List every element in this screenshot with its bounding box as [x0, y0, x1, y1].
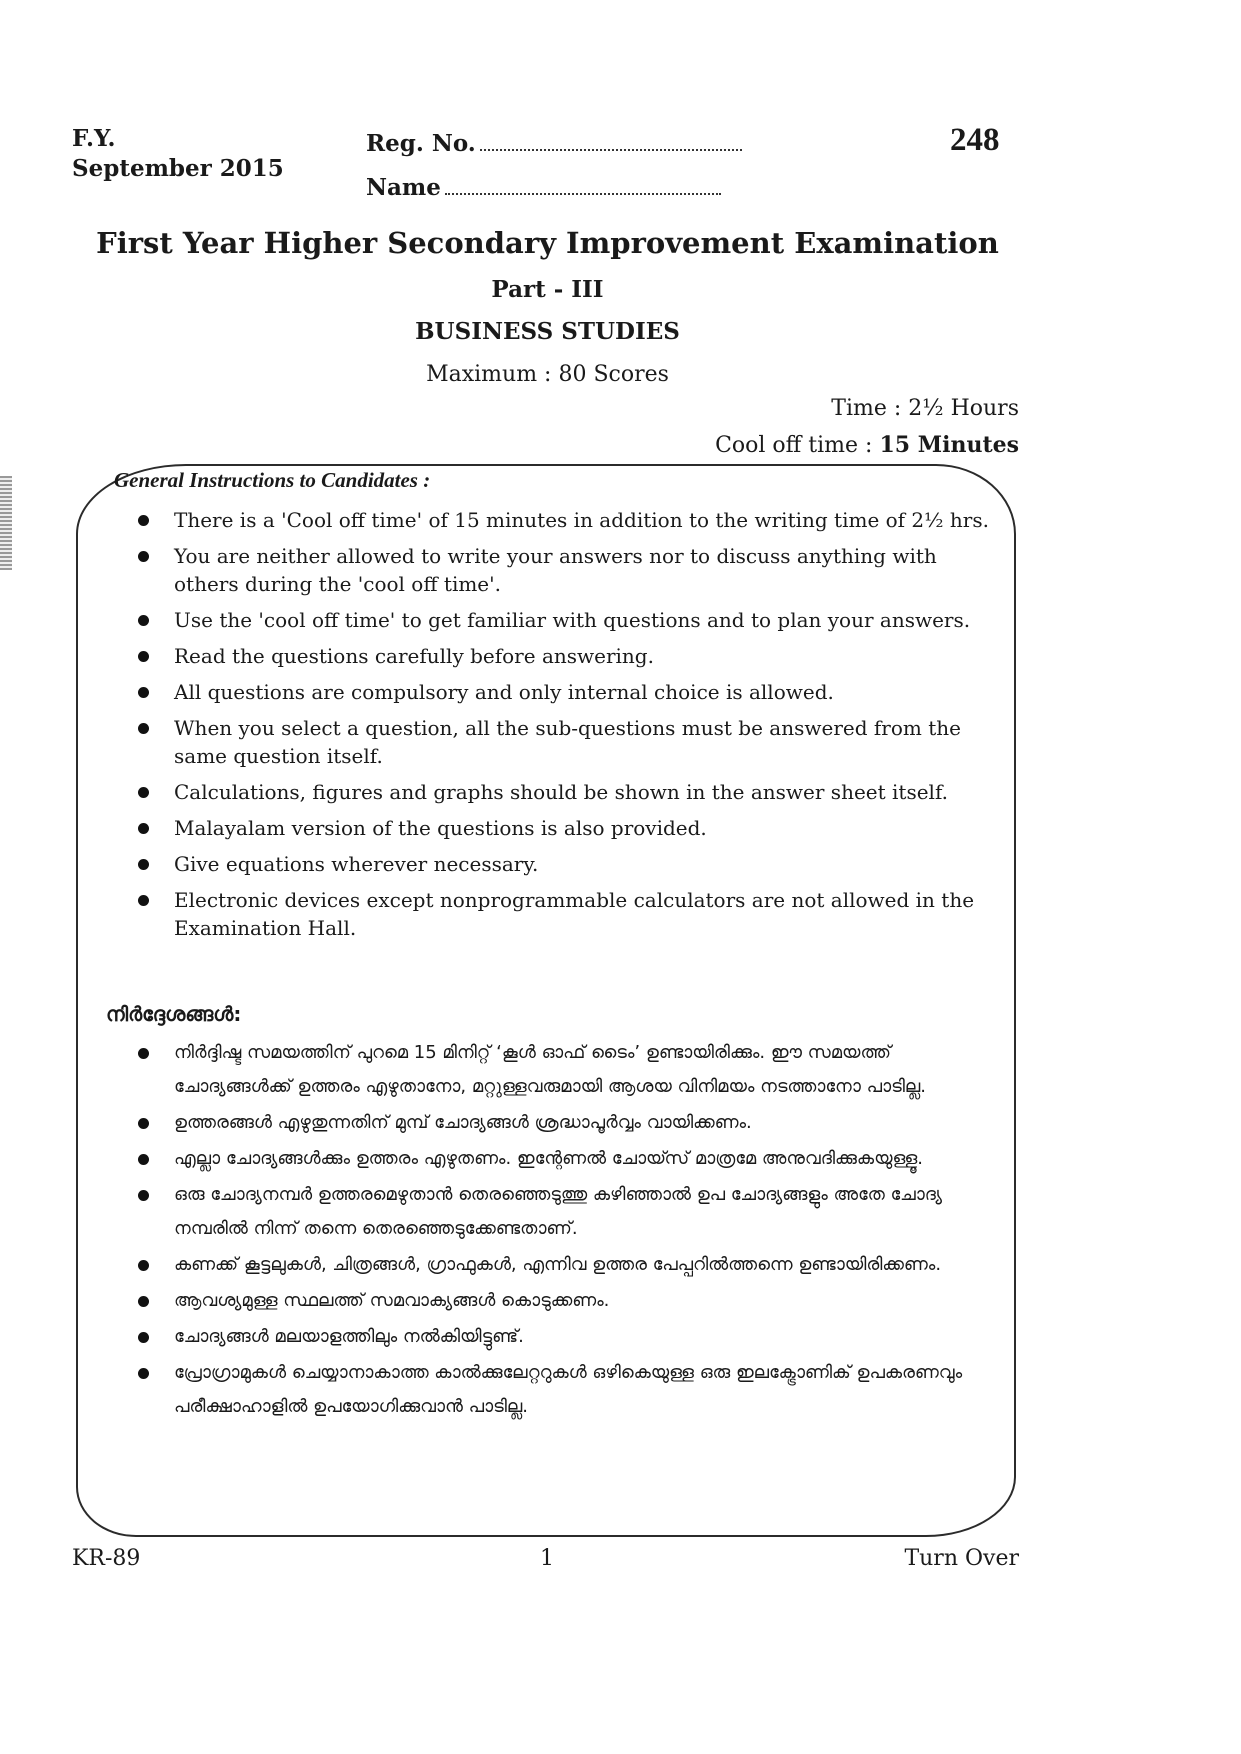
instruction-text: ചോദ്യങ്ങൾ മലയാളത്തിലും നൽകിയിട്ടുണ്ട്. — [174, 1326, 524, 1347]
list-item — [132, 714, 992, 770]
paper-code: 248 — [950, 122, 1000, 158]
instruction-text: When you select a question, all the sub-questions must be answered from the same question itself. — [174, 716, 961, 768]
list-item — [132, 606, 992, 634]
bullet-icon — [138, 823, 149, 834]
instruction-text: Use the 'cool off time' to get familiar with questions and to plan your answers. — [174, 608, 971, 632]
bullet-icon — [138, 1048, 149, 1059]
english-instructions-list — [132, 506, 992, 950]
instruction-text: പ്രോഗ്രാമുകൾ ചെയ്യാനാകാത്ത കാൽക്കുലേറ്ററുകൾ ഒഴികെയുള്ള ഒരു ഇലക്ട്രോണിക് ഉപകരണവും പരീക്ഷാഹാളിൽ ഉപയോഗിക്കുവാൻ പാടില്ല. — [174, 1362, 963, 1417]
bullet-icon — [138, 651, 149, 662]
instruction-text: ഒരു ചോദ്യനമ്പർ ഉത്തരമെഴുതാൻ തെരഞ്ഞെടുത്തു കഴിഞ്ഞാൽ ഉപ ചോദ്യങ്ങളും അതേ ചോദ്യ നമ്പരിൽ നിന്ന് തന്നെ തെരഞ്ഞെടുക്കേണ്ടതാണ്. — [174, 1184, 942, 1239]
exam-time: Time : 2½ Hours — [831, 396, 1019, 421]
bullet-icon — [138, 551, 149, 562]
bullet-icon — [138, 787, 149, 798]
cool-off-value: 15 Minutes — [879, 432, 1019, 458]
name-dotted-line — [445, 175, 721, 195]
reg-no-dotted-line — [480, 131, 742, 151]
bullet-icon — [138, 1190, 149, 1201]
turn-over-label: Turn Over — [904, 1546, 1019, 1571]
bullet-icon — [138, 895, 149, 906]
bullet-icon — [138, 1154, 149, 1165]
instruction-text: All questions are compulsory and only internal choice is allowed. — [174, 680, 834, 704]
list-item — [132, 1356, 992, 1424]
instruction-text: There is a 'Cool off time' of 15 minutes in addition to the writing time of 2½ hrs. — [174, 508, 989, 532]
exam-part: Part - III — [491, 276, 604, 303]
bullet-icon — [138, 515, 149, 526]
list-item — [132, 642, 992, 670]
bullet-icon — [138, 615, 149, 626]
footer-code: KR-89 — [72, 1546, 141, 1571]
bullet-icon — [138, 687, 149, 698]
cool-off-time — [715, 432, 1019, 458]
cool-off-label: Cool off time : — [715, 433, 880, 458]
reg-no-field[interactable] — [366, 122, 742, 166]
bullet-icon — [138, 859, 149, 870]
session-label: September 2015 — [72, 155, 284, 182]
max-scores: Maximum : 80 Scores — [426, 362, 669, 387]
list-item — [132, 1036, 992, 1104]
instruction-text: You are neither allowed to write your answers nor to discuss anything with others during the 'cool off time'. — [174, 544, 937, 596]
exam-subject: BUSINESS STUDIES — [415, 318, 680, 345]
instruction-text: Calculations, figures and graphs should be shown in the answer sheet itself. — [174, 780, 948, 804]
malayalam-instructions-list — [132, 1036, 992, 1426]
bullet-icon — [138, 1260, 149, 1271]
list-item — [132, 778, 992, 806]
list-item — [132, 814, 992, 842]
scan-artifact — [0, 476, 12, 570]
candidate-fields — [366, 122, 742, 210]
instruction-text: Read the questions carefully before answering. — [174, 644, 654, 668]
list-item — [132, 886, 992, 942]
instruction-text: Give equations wherever necessary. — [174, 852, 539, 876]
bullet-icon — [138, 1296, 149, 1307]
reg-no-label: Reg. No. — [366, 130, 476, 157]
bullet-icon — [138, 1118, 149, 1129]
instruction-text: എല്ലാ ചോദ്യങ്ങൾക്കും ഉത്തരം എഴുതണം. ഇന്റേണൽ ചോയ്സ് മാത്രമേ അനുവദിക്കുകയുള്ളൂ. — [174, 1148, 924, 1169]
list-item — [132, 850, 992, 878]
list-item — [132, 1106, 992, 1140]
instruction-text: ഉത്തരങ്ങൾ എഴുതുന്നതിന് മുമ്പ് ചോദ്യങ്ങൾ ശ്രദ്ധാപൂർവ്വം വായിക്കണം. — [174, 1112, 752, 1133]
bullet-icon — [138, 723, 149, 734]
list-item — [132, 506, 992, 534]
instruction-text: Electronic devices except nonprogrammable calculators are not allowed in the Examination Hall. — [174, 888, 975, 940]
name-field[interactable] — [366, 166, 742, 210]
list-item — [132, 1248, 992, 1282]
exam-title: First Year Higher Secondary Improvement Examination — [96, 226, 999, 260]
instruction-text: നിർദ്ദിഷ്ട സമയത്തിന് പുറമെ 15 മിനിറ്റ് ‘കൂൾ ഓഫ് ടൈം’ ഉണ്ടായിരിക്കും. ഈ സമയത്ത് ചോദ്യങ്ങൾക്ക് ഉത്തരം എഴുതാനോ, മറ്റുള്ളവരുമായി ആശയ വിനിമയം നടത്താനോ പാടില്ല. — [174, 1042, 926, 1097]
instruction-text: ആവശ്യമുള്ള സ്ഥലത്ത് സമവാക്യങ്ങൾ കൊടുക്കണം. — [174, 1290, 610, 1311]
list-item — [132, 1142, 992, 1176]
bullet-icon — [138, 1332, 149, 1343]
stream-label: F.Y. — [72, 125, 116, 152]
list-item — [132, 1284, 992, 1318]
list-item — [132, 1178, 992, 1246]
list-item — [132, 542, 992, 598]
instructions-heading: General Instructions to Candidates : — [114, 468, 431, 492]
header-stream-session — [72, 124, 284, 184]
list-item — [132, 1320, 992, 1354]
list-item — [132, 678, 992, 706]
instruction-text: Malayalam version of the questions is also provided. — [174, 816, 707, 840]
page-number: 1 — [540, 1546, 554, 1571]
malayalam-instructions-heading: നിർദ്ദേശങ്ങൾ: — [106, 1002, 242, 1026]
instruction-text: കണക്ക് കൂട്ടലുകൾ, ചിത്രങ്ങൾ, ഗ്രാഫുകൾ, എന്നിവ ഉത്തര പേപ്പറിൽത്തന്നെ ഉണ്ടായിരിക്കണം. — [174, 1254, 942, 1275]
bullet-icon — [138, 1368, 149, 1379]
name-label: Name — [366, 174, 441, 201]
